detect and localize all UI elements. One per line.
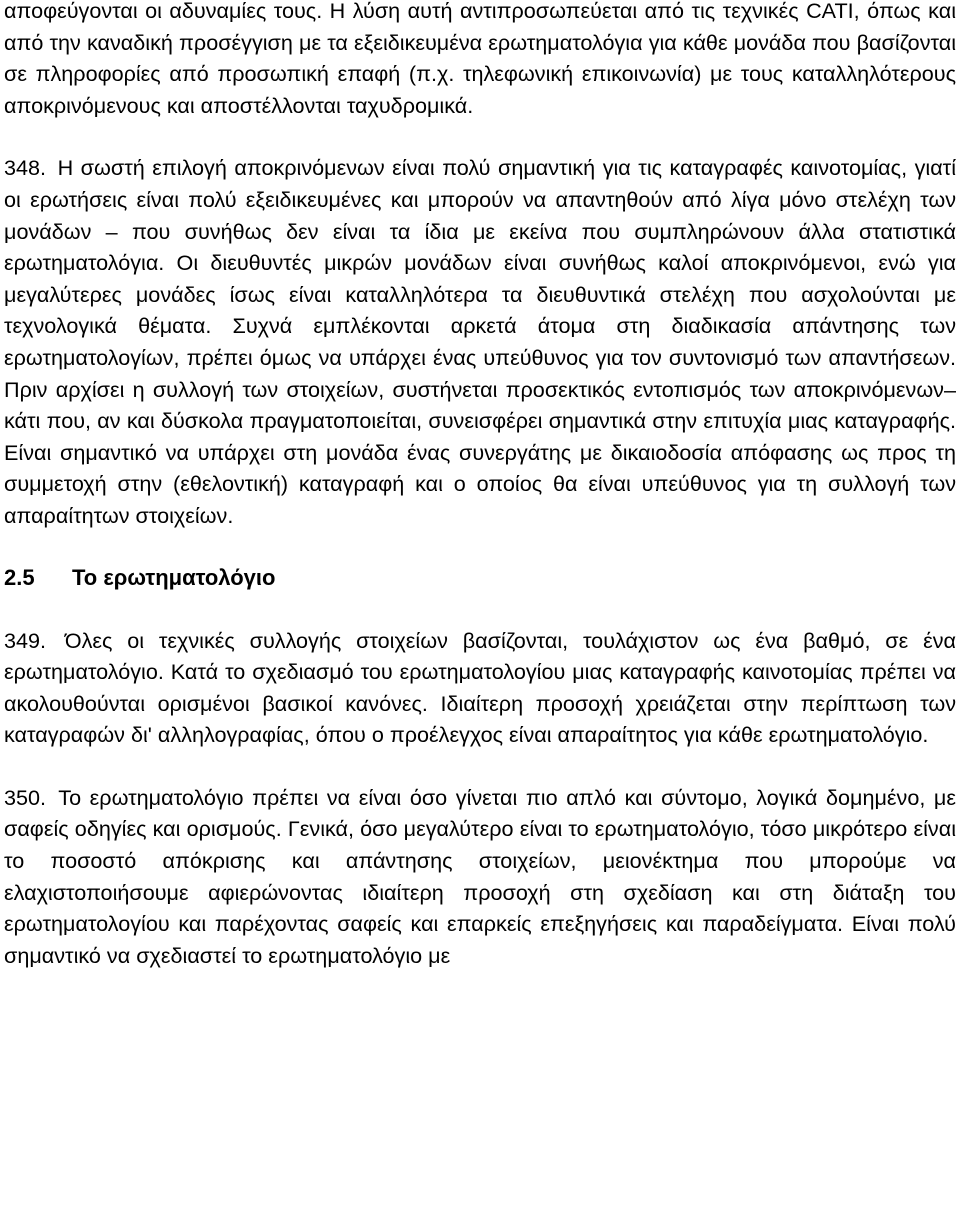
section-title: Το ερωτηματολόγιο <box>72 564 276 590</box>
section-heading <box>4 562 956 594</box>
paragraph-number: 349. <box>4 627 47 653</box>
paragraph-continuation <box>4 0 956 121</box>
section-number: 2.5 <box>4 564 35 590</box>
paragraph-text: Η σωστή επιλογή αποκρινόμενων είναι πολύ σημαντική για τις καταγραφές καινοτομίας, γιατί οι ερωτήσεις είναι πολύ εξειδικευμένες και μπορούν να απαντηθούν από λίγα μόνο στελέχη των μονάδων – που συνήθως δεν είναι τα ίδια με εκείνα που συμπληρώνουν άλλα στατιστικά ερωτηματολόγια. Οι διευθυντές μικρών μονάδων είναι συνήθως καλοί αποκρινόμενοι, ενώ για μεγαλύτερες μονάδες ίσως είναι καταλληλότερα τα διευθυντικά στελέχη που ασχολούνται με τεχνολογικά θέματα. Συχνά εμπλέκονται αρκετά άτομα στη διαδικασία απάντησης των ερωτηματολογίων, πρέπει όμως να υπάρχει ένας υπεύθυνος για τον συντονισμό των απαντήσεων. Πριν αρχίσει η συλλογή των στοιχείων, συστήνεται προσεκτικός εντοπισμός των αποκρινόμενων– κάτι που, αν και δύσκολα πραγματοποιείται, συνεισφέρει σημαντικά στην επιτυχία μιας καταγραφής. Είναι σημαντικό να υπάρχει στη μονάδα ένας συνεργάτης με δικαιοδοσία απόφασης ως προς τη συμμετοχή στην (εθελοντική) καταγραφή και ο οποίος θα είναι υπεύθυνος για τη συλλογή των απαραίτητων στοιχείων. <box>4 155 956 528</box>
paragraph-350 <box>4 782 956 972</box>
paragraph-text: Το ερωτηματολόγιο πρέπει να είναι όσο γίνεται πιο απλό και σύντομο, λογικά δομημένο, με σαφείς οδηγίες και ορισμούς. Γενικά, όσο μεγαλύτερο είναι το ερωτηματολόγιο, τόσο μικρότερο είναι το ποσοστό απόκρισης και απάντησης στοιχείων, μειονέκτημα που μπορούμε να ελαχιστοποιήσουμε αφιερώνοντας ιδιαίτερη προσοχή στη σχεδίαση και στη διάταξη του ερωτηματολογίου και παρέχοντας σαφείς και επαρκείς επεξηγήσεις και παραδείγματα. Είναι πολύ σημαντικό να σχεδιαστεί το ερωτηματολόγιο με <box>4 784 957 968</box>
paragraph-number: 348. <box>4 155 47 181</box>
paragraph-number: 350. <box>4 784 47 810</box>
paragraph-text: Όλες οι τεχνικές συλλογής στοιχείων βασίζονται, τουλάχιστον ως ένα βαθμό, σε ένα ερωτηματολόγιο. Κατά το σχεδιασμό του ερωτηματολογίου μιας καταγραφής καινοτομίας πρέπει να ακολουθούνται ορισμένοι βασικοί κανόνες. Ιδιαίτερη προσοχή χρειάζεται στην περίπτωση των καταγραφών δι' αλληλογραφίας, όπου ο προέλεγχος είναι απαραίτητος για κάθε ερωτηματολόγιο. <box>4 627 956 748</box>
paragraph-349 <box>4 625 956 751</box>
paragraph-348 <box>4 152 956 531</box>
document-page <box>4 0 956 971</box>
paragraph-text: αποφεύγονται οι αδυναμίες τους. Η λύση αυτή αντιπροσωπεύεται από τις τεχνικές CATI, όπως και από την καναδική προσέγγιση με τα εξειδικευμένα ερωτηματολόγια για κάθε μονάδα που βασίζονται σε πληροφορίες από προσωπική επαφή (π.χ. τηλεφωνική επικοινωνία) με τους καταλληλότερους αποκρινόμενους και αποστέλλονται ταχυδρομικά. <box>4 0 956 118</box>
